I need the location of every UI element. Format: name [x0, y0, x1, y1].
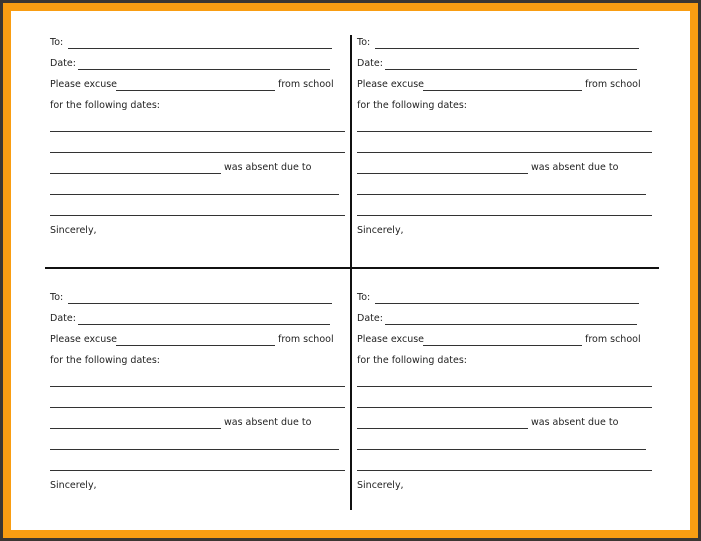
- dates-field-1[interactable]: [357, 386, 652, 387]
- reason-field-1[interactable]: [50, 194, 339, 195]
- excuse-note-top-right: [357, 37, 657, 247]
- student-name-field[interactable]: [423, 90, 582, 91]
- absent-label: was absent due to: [224, 417, 312, 428]
- reason-field-2[interactable]: [50, 215, 345, 216]
- date-field[interactable]: [385, 69, 637, 70]
- from-school-label: from school: [278, 334, 334, 345]
- to-label: To:: [357, 37, 371, 48]
- excuse-note-bottom-left: [50, 292, 350, 502]
- student-name-field[interactable]: [423, 345, 582, 346]
- dates-label: for the following dates:: [357, 355, 467, 366]
- absent-name-field[interactable]: [50, 428, 221, 429]
- date-field[interactable]: [385, 324, 637, 325]
- date-field[interactable]: [78, 324, 330, 325]
- reason-field-1[interactable]: [357, 449, 646, 450]
- dates-label: for the following dates:: [50, 100, 160, 111]
- horizontal-cut-line: [45, 267, 659, 269]
- dates-label: for the following dates:: [50, 355, 160, 366]
- reason-field-2[interactable]: [357, 215, 652, 216]
- from-school-label: from school: [278, 79, 334, 90]
- student-name-field[interactable]: [116, 345, 275, 346]
- excuse-note-bottom-right: [357, 292, 657, 502]
- to-field[interactable]: [375, 48, 639, 49]
- dates-field-2[interactable]: [357, 152, 652, 153]
- excuse-label: Please excuse: [357, 79, 425, 90]
- excuse-note-top-left: [50, 37, 350, 247]
- closing-label: Sincerely,: [357, 480, 404, 491]
- to-label: To:: [50, 292, 64, 303]
- dates-field-1[interactable]: [357, 131, 652, 132]
- absent-label: was absent due to: [531, 417, 619, 428]
- closing-label: Sincerely,: [50, 480, 97, 491]
- date-label: Date:: [50, 313, 76, 324]
- absent-name-field[interactable]: [357, 173, 528, 174]
- dates-field-1[interactable]: [50, 386, 345, 387]
- dates-field-2[interactable]: [357, 407, 652, 408]
- excuse-label: Please excuse: [50, 334, 118, 345]
- to-field[interactable]: [375, 303, 639, 304]
- dates-field-2[interactable]: [50, 407, 345, 408]
- to-label: To:: [357, 292, 371, 303]
- excuse-label: Please excuse: [50, 79, 118, 90]
- to-field[interactable]: [68, 303, 332, 304]
- date-field[interactable]: [78, 69, 330, 70]
- dates-field-2[interactable]: [50, 152, 345, 153]
- vertical-cut-line: [350, 35, 352, 510]
- dates-label: for the following dates:: [357, 100, 467, 111]
- date-label: Date:: [357, 58, 383, 69]
- absent-label: was absent due to: [531, 162, 619, 173]
- absent-name-field[interactable]: [50, 173, 221, 174]
- to-label: To:: [50, 37, 64, 48]
- date-label: Date:: [50, 58, 76, 69]
- absent-name-field[interactable]: [357, 428, 528, 429]
- absent-label: was absent due to: [224, 162, 312, 173]
- from-school-label: from school: [585, 79, 641, 90]
- reason-field-1[interactable]: [357, 194, 646, 195]
- student-name-field[interactable]: [116, 90, 275, 91]
- from-school-label: from school: [585, 334, 641, 345]
- reason-field-1[interactable]: [50, 449, 339, 450]
- excuse-label: Please excuse: [357, 334, 425, 345]
- to-field[interactable]: [68, 48, 332, 49]
- date-label: Date:: [357, 313, 383, 324]
- closing-label: Sincerely,: [357, 225, 404, 236]
- closing-label: Sincerely,: [50, 225, 97, 236]
- reason-field-2[interactable]: [357, 470, 652, 471]
- reason-field-2[interactable]: [50, 470, 345, 471]
- dates-field-1[interactable]: [50, 131, 345, 132]
